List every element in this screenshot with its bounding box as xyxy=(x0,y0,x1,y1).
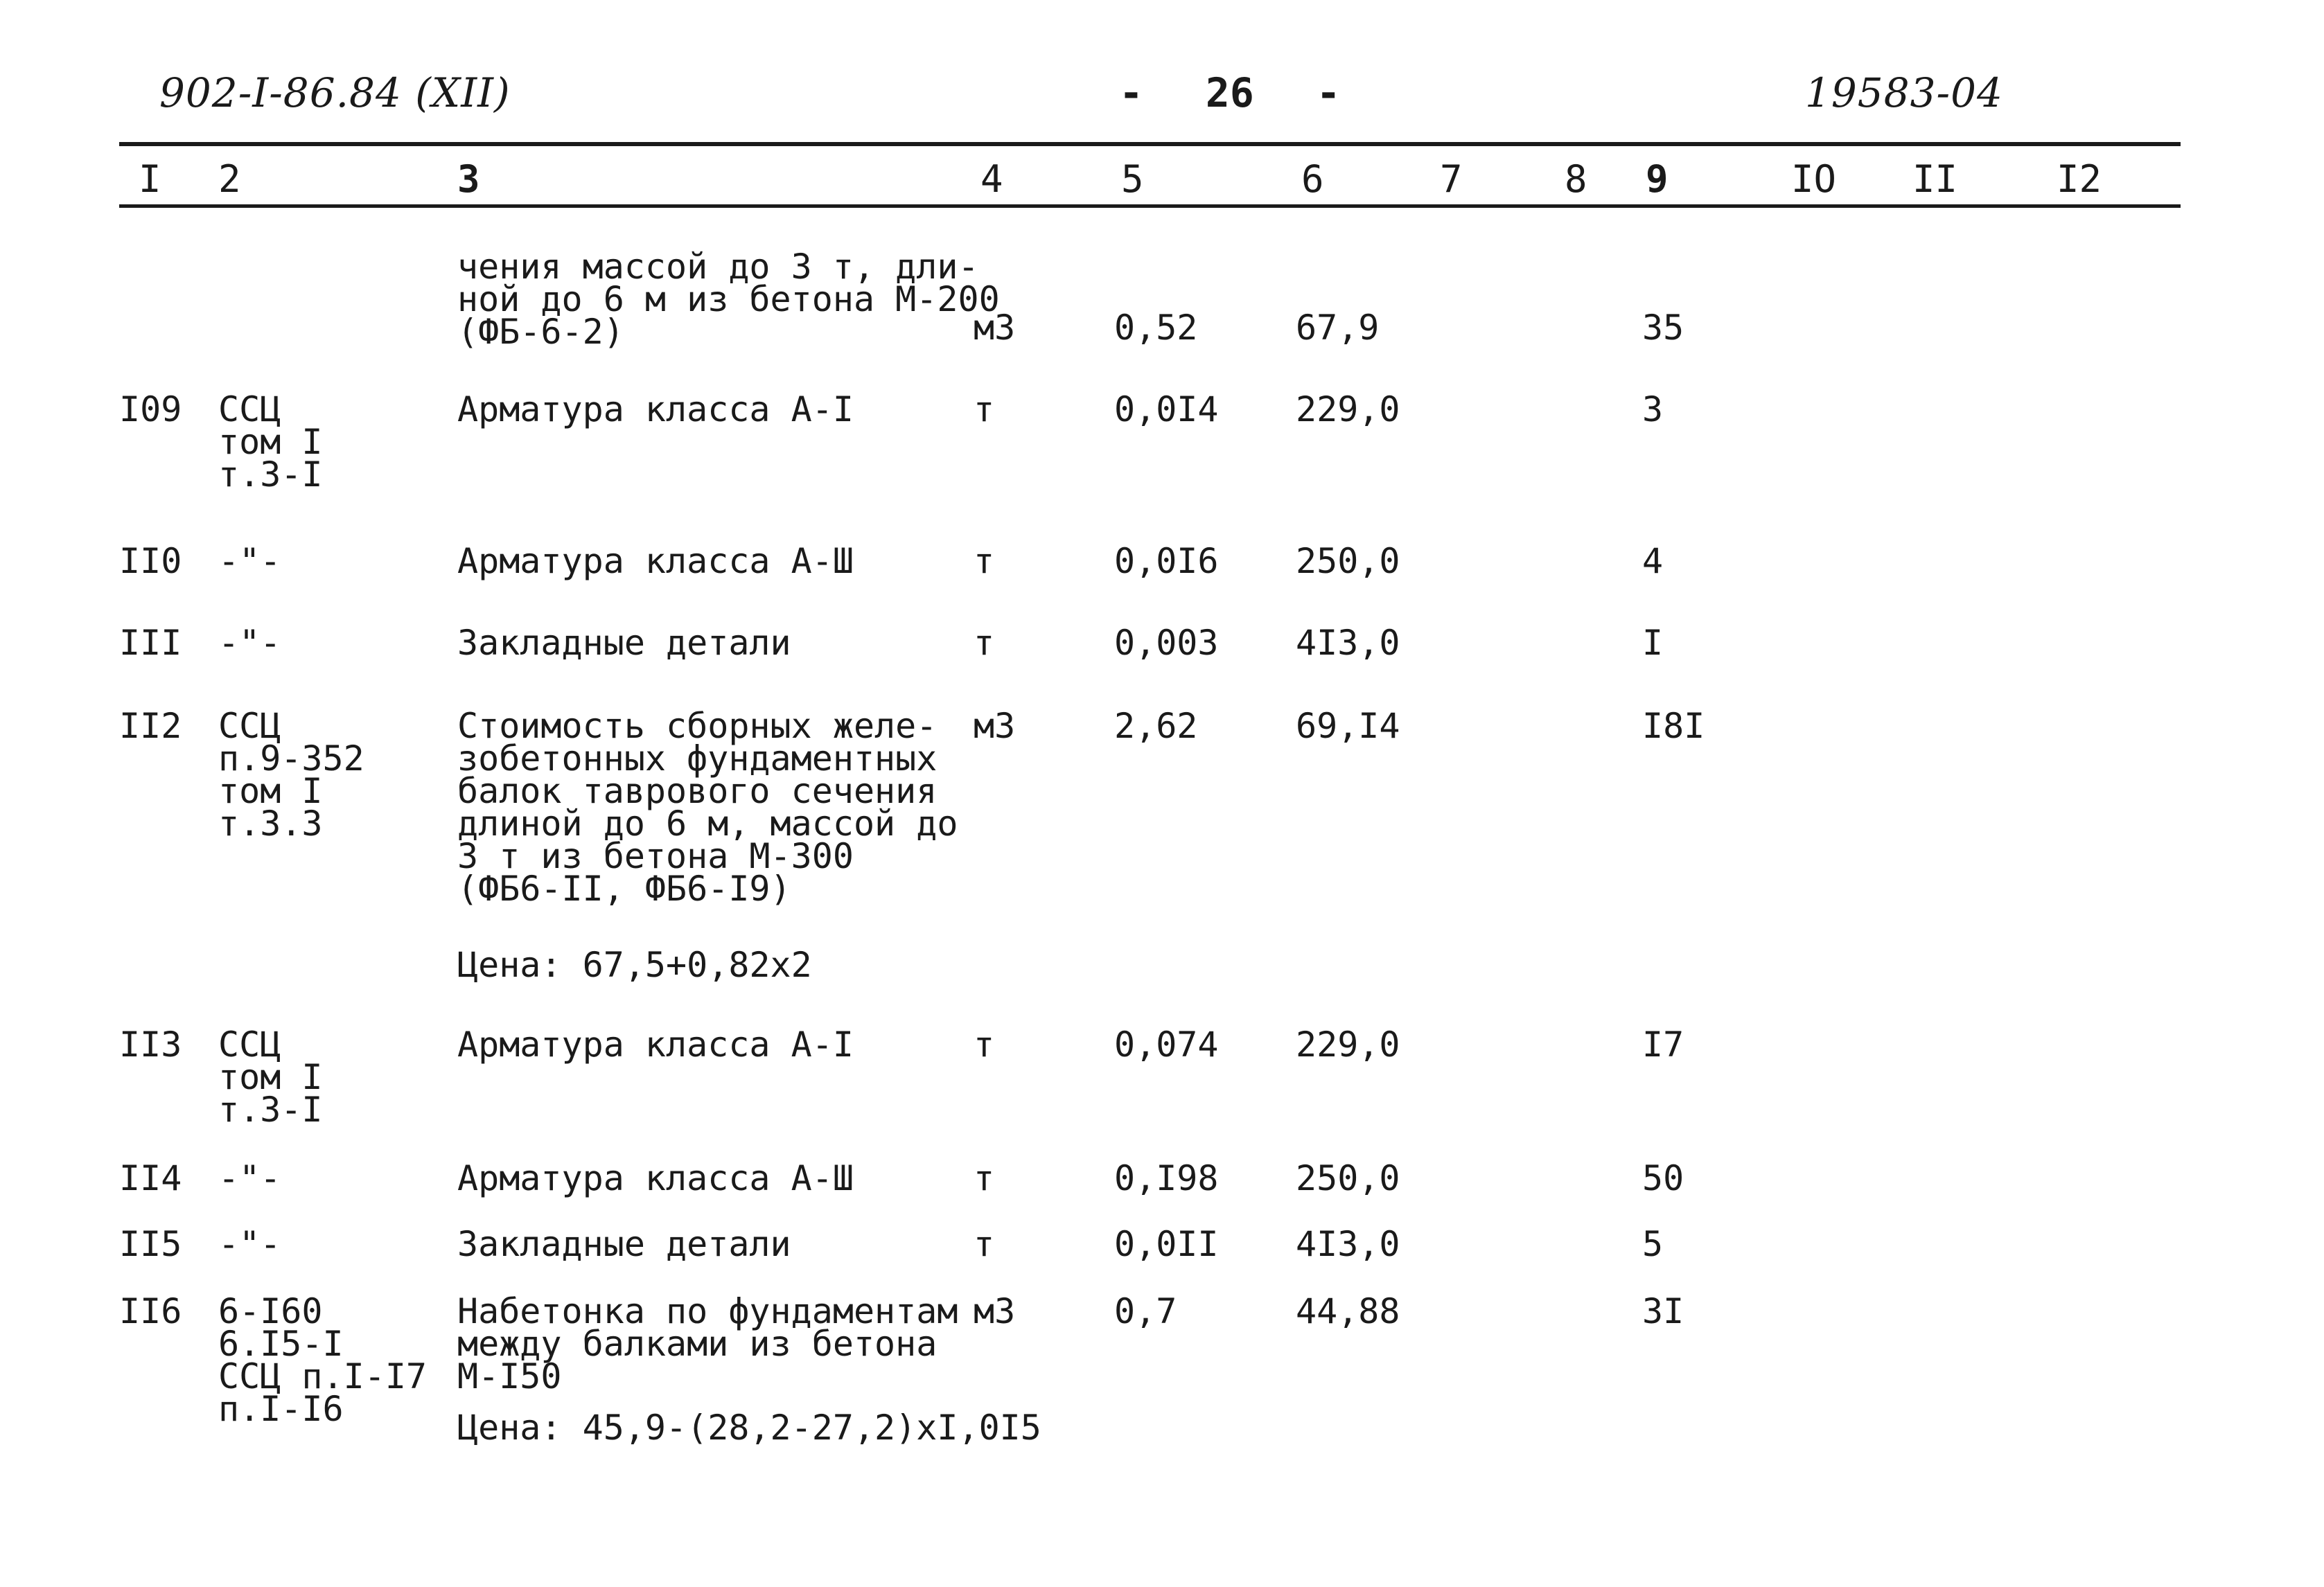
column-number-2: 2 xyxy=(218,157,241,201)
sheet-code: 19583-04 xyxy=(1805,69,2003,116)
row-unit: т xyxy=(974,389,995,429)
page-number: 26 xyxy=(1205,69,1254,116)
row-cost: 3 xyxy=(1642,389,1664,429)
column-number-12: I2 xyxy=(2057,157,2102,201)
row-unit: м3 xyxy=(974,1291,1016,1331)
row-quantity: 0,0II xyxy=(1114,1224,1219,1264)
row-description: Закладные детали xyxy=(457,1224,791,1264)
price-formula-note: Цена: 67,5+0,82х2 xyxy=(457,945,812,985)
reference-line: ССЦ п.I-I7 xyxy=(218,1356,428,1397)
header-rule-bottom xyxy=(119,204,2181,208)
row-cost: I7 xyxy=(1642,1025,1684,1065)
page-number-block xyxy=(1057,69,1403,116)
row-reference: -"- xyxy=(218,541,281,581)
description-line: 3 т из бетона М-300 xyxy=(457,836,854,876)
row-quantity: 0,7 xyxy=(1114,1291,1177,1331)
row-description: Закладные детали xyxy=(457,623,791,663)
row-description: Арматура класса А-I xyxy=(457,1025,854,1065)
row-unit-price: 67,9 xyxy=(1296,308,1380,348)
reference-line: 6-I60 xyxy=(218,1291,323,1331)
reference-line: т.3.3 xyxy=(218,804,323,844)
row-unit-price: 4I3,0 xyxy=(1296,623,1400,663)
price-formula-note: Цена: 45,9-(28,2-27,2)хI,0I5 xyxy=(457,1408,1041,1448)
description-line: Набетонка по фундаментам xyxy=(457,1291,958,1331)
row-unit: т xyxy=(974,1158,995,1198)
column-number-9: 9 xyxy=(1646,157,1669,201)
document-code: 902-I-86.84 (XII) xyxy=(159,69,511,116)
row-reference: -"- xyxy=(218,623,281,663)
column-number-11: II xyxy=(1912,157,1958,201)
row-description xyxy=(457,247,1000,352)
row-description: Арматура класса А-Ш xyxy=(457,541,854,581)
row-quantity: 2,62 xyxy=(1114,706,1198,746)
row-number: II2 xyxy=(119,706,182,746)
description-line: между балками из бетона xyxy=(457,1324,937,1364)
row-reference xyxy=(218,389,323,495)
reference-line: п.I-I6 xyxy=(218,1389,344,1429)
row-description xyxy=(457,1291,958,1397)
row-description xyxy=(457,706,958,909)
row-cost: 3I xyxy=(1642,1291,1684,1331)
row-description: Арматура класса А-I xyxy=(457,389,854,429)
row-number: I09 xyxy=(119,389,182,429)
description-line: длиной до 6 м, массой до xyxy=(457,804,958,844)
description-line: чения массой до 3 т, дли- xyxy=(457,247,979,287)
row-unit-price: 229,0 xyxy=(1296,389,1400,429)
row-cost: I xyxy=(1642,623,1664,663)
row-unit: т xyxy=(974,1025,995,1065)
description-line: ной до 6 м из бетона М-200 xyxy=(457,279,1000,319)
row-unit: т xyxy=(974,541,995,581)
row-number: II0 xyxy=(119,541,182,581)
row-unit-price: 229,0 xyxy=(1296,1025,1400,1065)
row-quantity: 0,52 xyxy=(1114,308,1198,348)
row-reference: -"- xyxy=(218,1224,281,1264)
reference-line: т.3-I xyxy=(218,1090,323,1130)
header-rule-top xyxy=(119,142,2181,146)
column-number-4: 4 xyxy=(980,157,1003,201)
row-cost: 4 xyxy=(1642,541,1664,581)
reference-line: том I xyxy=(218,771,323,811)
description-line: Стоимость сборных желе- xyxy=(457,706,937,746)
reference-line: п.9-352 xyxy=(218,738,364,779)
row-number: II6 xyxy=(119,1291,182,1331)
row-reference xyxy=(218,1291,428,1429)
row-cost: 5 xyxy=(1642,1224,1664,1264)
reference-line: т.3-I xyxy=(218,454,323,495)
row-unit-price: 4I3,0 xyxy=(1296,1224,1400,1264)
description-line: балок таврового сечения xyxy=(457,771,937,811)
row-unit-price: 250,0 xyxy=(1296,1158,1400,1198)
column-number-8: 8 xyxy=(1565,157,1587,201)
row-quantity: 0,003 xyxy=(1114,623,1219,663)
description-line: (ФБ6-II, ФБ6-I9) xyxy=(457,869,791,909)
row-cost: 35 xyxy=(1642,308,1684,348)
row-number: II5 xyxy=(119,1224,182,1264)
row-cost: I8I xyxy=(1642,706,1705,746)
row-description: Арматура класса А-Ш xyxy=(457,1158,854,1198)
column-number-7: 7 xyxy=(1440,157,1463,201)
row-reference xyxy=(218,1025,323,1130)
reference-line: ССЦ xyxy=(218,389,281,429)
description-line: (ФБ-6-2) xyxy=(457,312,624,352)
reference-line: ССЦ xyxy=(218,706,281,746)
column-number-1: I xyxy=(139,157,161,201)
row-number: III xyxy=(119,623,182,663)
reference-line: 6.I5-I xyxy=(218,1324,344,1364)
row-quantity: 0,0I4 xyxy=(1114,389,1219,429)
row-cost: 50 xyxy=(1642,1158,1684,1198)
page-dash-right: - xyxy=(1316,69,1341,116)
column-number-5: 5 xyxy=(1121,157,1144,201)
row-reference xyxy=(218,706,364,844)
row-unit: т xyxy=(974,1224,995,1264)
row-unit: м3 xyxy=(974,308,1016,348)
row-unit: т xyxy=(974,623,995,663)
row-quantity: 0,I98 xyxy=(1114,1158,1219,1198)
reference-line: ССЦ xyxy=(218,1025,281,1065)
reference-line: том I xyxy=(218,422,323,462)
column-number-3: 3 xyxy=(457,157,480,201)
page-dash-left: - xyxy=(1119,69,1143,116)
row-unit-price: 44,88 xyxy=(1296,1291,1400,1331)
column-number-6: 6 xyxy=(1301,157,1324,201)
row-number: II3 xyxy=(119,1025,182,1065)
row-unit-price: 69,I4 xyxy=(1296,706,1400,746)
description-line: М-I50 xyxy=(457,1356,562,1397)
row-reference: -"- xyxy=(218,1158,281,1198)
row-quantity: 0,0I6 xyxy=(1114,541,1219,581)
column-number-10: IO xyxy=(1791,157,1837,201)
row-unit-price: 250,0 xyxy=(1296,541,1400,581)
description-line: зобетонных фундаментных xyxy=(457,738,937,779)
reference-line: том I xyxy=(218,1057,323,1097)
row-number: II4 xyxy=(119,1158,182,1198)
row-quantity: 0,074 xyxy=(1114,1025,1219,1065)
row-unit: м3 xyxy=(974,706,1016,746)
